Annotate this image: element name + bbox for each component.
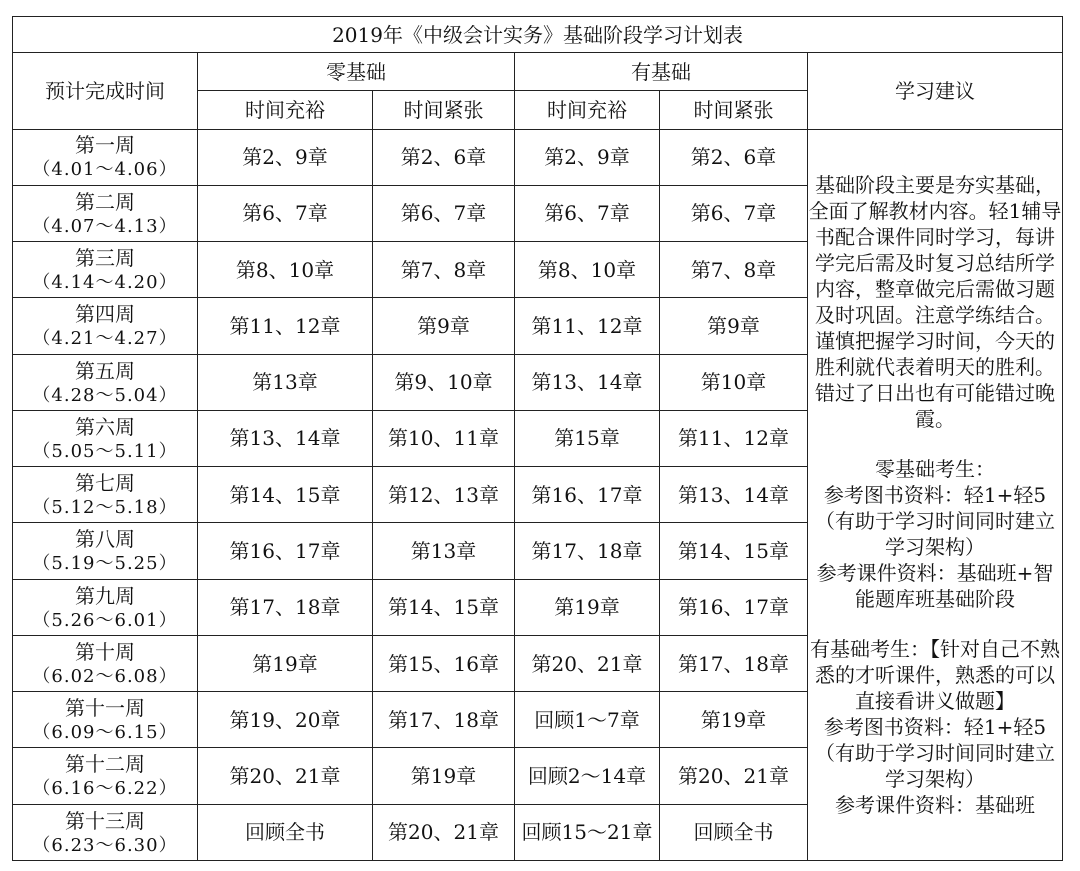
week-label: 第三周 — [75, 245, 135, 270]
cell-zero-loose: 第20、21章 — [198, 748, 373, 804]
week-label: 第一周 — [75, 133, 135, 158]
week-cell — [13, 354, 198, 410]
advice-zero-books: 参考图书资料：轻1+轻5（有助于学习时间同时建立学习架构） — [815, 482, 1056, 559]
week-period: （6.09～6.15） — [32, 722, 178, 744]
week-period: （4.07～4.13） — [32, 215, 178, 237]
advice-zero-courses: 参考课件资料：基础班+智能题库班基础阶段 — [816, 560, 1054, 611]
week-period: （4.01～4.06） — [32, 159, 178, 181]
week-period: （5.26～6.01） — [32, 609, 178, 631]
advice-zero-basis — [808, 456, 1062, 612]
cell-has-loose: 第16、17章 — [515, 467, 660, 523]
advice-has-courses: 参考课件资料：基础班 — [835, 792, 1036, 817]
header-has-tight: 时间紧张 — [660, 91, 808, 129]
cell-has-tight: 第16、17章 — [660, 579, 808, 635]
week-cell — [13, 692, 198, 748]
week-label: 第八周 — [75, 527, 135, 552]
study-plan-table — [12, 16, 1063, 861]
week-cell — [13, 242, 198, 298]
week-cell — [13, 579, 198, 635]
cell-zero-tight: 第10、11章 — [373, 410, 515, 466]
week-cell — [13, 635, 198, 691]
cell-has-tight: 第19章 — [660, 692, 808, 748]
cell-zero-tight: 第20、21章 — [373, 804, 515, 860]
week-cell — [13, 748, 198, 804]
week-cell — [13, 298, 198, 354]
cell-zero-tight: 第19章 — [373, 748, 515, 804]
header-has-loose: 时间充裕 — [515, 91, 660, 129]
cell-has-tight: 第9章 — [660, 298, 808, 354]
cell-zero-loose: 第13章 — [198, 354, 373, 410]
cell-zero-tight: 第2、6章 — [373, 129, 515, 185]
week-cell — [13, 804, 198, 860]
cell-zero-loose: 第13、14章 — [198, 410, 373, 466]
week-cell — [13, 129, 198, 185]
cell-has-loose: 回顾15～21章 — [515, 804, 660, 860]
advice-has-basis — [808, 636, 1062, 818]
cell-zero-tight: 第9、10章 — [373, 354, 515, 410]
week-label: 第二周 — [75, 189, 135, 214]
cell-zero-loose: 第14、15章 — [198, 467, 373, 523]
week-cell — [13, 467, 198, 523]
week-cell — [13, 523, 198, 579]
cell-zero-tight: 第15、16章 — [373, 635, 515, 691]
cell-has-loose: 第20、21章 — [515, 635, 660, 691]
cell-has-loose: 第19章 — [515, 579, 660, 635]
cell-zero-loose: 回顾全书 — [198, 804, 373, 860]
cell-has-tight: 回顾全书 — [660, 804, 808, 860]
cell-zero-loose: 第16、17章 — [198, 523, 373, 579]
week-period: （5.19～5.25） — [32, 553, 178, 575]
week-label: 第十周 — [75, 639, 135, 664]
week-label: 第九周 — [75, 583, 135, 608]
week-period: （4.21～4.27） — [32, 328, 178, 350]
header-advice: 学习建议 — [808, 53, 1063, 129]
cell-has-tight: 第14、15章 — [660, 523, 808, 579]
cell-zero-loose: 第8、10章 — [198, 242, 373, 298]
table-row — [13, 129, 1063, 185]
cell-has-tight: 第11、12章 — [660, 410, 808, 466]
cell-has-loose: 回顾1～7章 — [515, 692, 660, 748]
cell-has-loose: 第11、12章 — [515, 298, 660, 354]
cell-zero-loose: 第17、18章 — [198, 579, 373, 635]
advice-cell — [808, 129, 1063, 861]
week-period: （4.28～5.04） — [32, 384, 178, 406]
week-period: （6.16～6.22） — [32, 778, 178, 800]
cell-zero-tight: 第7、8章 — [373, 242, 515, 298]
cell-has-tight: 第17、18章 — [660, 635, 808, 691]
advice-general: 基础阶段主要是夯实基础，全面了解教材内容。轻1辅导书配合课件同时学习，每讲学完后需及时复习总结所学内容，整章做完后需做习题及时巩固。注意学练结合。谨慎把握学习时间，今天的胜利就代表着明天的胜利。错过了日出也有可能错过晚霞。 — [808, 172, 1062, 431]
cell-has-loose: 第8、10章 — [515, 242, 660, 298]
week-label: 第五周 — [75, 358, 135, 383]
week-label: 第十二周 — [65, 752, 145, 777]
advice-has-books: 参考图书资料：轻1+轻5（有助于学习时间同时建立学习架构） — [815, 714, 1056, 791]
week-label: 第四周 — [75, 302, 135, 327]
week-label: 第七周 — [75, 471, 135, 496]
advice-zero-title: 零基础考生： — [875, 456, 996, 481]
week-label: 第十三周 — [65, 808, 145, 833]
cell-zero-loose: 第6、7章 — [198, 185, 373, 241]
header-zero-tight: 时间紧张 — [373, 91, 515, 129]
cell-has-tight: 第6、7章 — [660, 185, 808, 241]
cell-zero-tight: 第12、13章 — [373, 467, 515, 523]
cell-has-loose: 回顾2～14章 — [515, 748, 660, 804]
cell-zero-tight: 第6、7章 — [373, 185, 515, 241]
cell-zero-tight: 第9章 — [373, 298, 515, 354]
week-period: （4.14～4.20） — [32, 271, 178, 293]
week-period: （5.12～5.18） — [32, 497, 178, 519]
week-period: （5.05～5.11） — [32, 440, 178, 462]
cell-has-tight: 第13、14章 — [660, 467, 808, 523]
week-cell — [13, 185, 198, 241]
week-label: 第十一周 — [65, 696, 145, 721]
cell-zero-loose: 第19、20章 — [198, 692, 373, 748]
cell-zero-loose: 第11、12章 — [198, 298, 373, 354]
table-title: 2019年《中级会计实务》基础阶段学习计划表 — [13, 17, 1063, 53]
cell-has-tight: 第7、8章 — [660, 242, 808, 298]
week-period: （6.02～6.08） — [32, 665, 178, 687]
cell-has-loose: 第6、7章 — [515, 185, 660, 241]
cell-zero-tight: 第14、15章 — [373, 579, 515, 635]
cell-has-loose: 第17、18章 — [515, 523, 660, 579]
cell-has-tight: 第2、6章 — [660, 129, 808, 185]
cell-zero-loose: 第2、9章 — [198, 129, 373, 185]
week-cell — [13, 410, 198, 466]
cell-has-loose: 第13、14章 — [515, 354, 660, 410]
cell-zero-tight: 第17、18章 — [373, 692, 515, 748]
advice-has-title: 有基础考生：【针对自己不熟悉的才听课件，熟悉的可以直接看讲义做题】 — [810, 636, 1061, 713]
header-time: 预计完成时间 — [13, 53, 198, 129]
cell-has-tight: 第10章 — [660, 354, 808, 410]
header-zero-loose: 时间充裕 — [198, 91, 373, 129]
header-has-basis: 有基础 — [515, 53, 808, 91]
week-period: （6.23～6.30） — [32, 834, 178, 856]
cell-has-tight: 第20、21章 — [660, 748, 808, 804]
cell-has-loose: 第15章 — [515, 410, 660, 466]
cell-zero-tight: 第13章 — [373, 523, 515, 579]
cell-zero-loose: 第19章 — [198, 635, 373, 691]
week-label: 第六周 — [75, 414, 135, 439]
header-zero-basis: 零基础 — [198, 53, 515, 91]
cell-has-loose: 第2、9章 — [515, 129, 660, 185]
